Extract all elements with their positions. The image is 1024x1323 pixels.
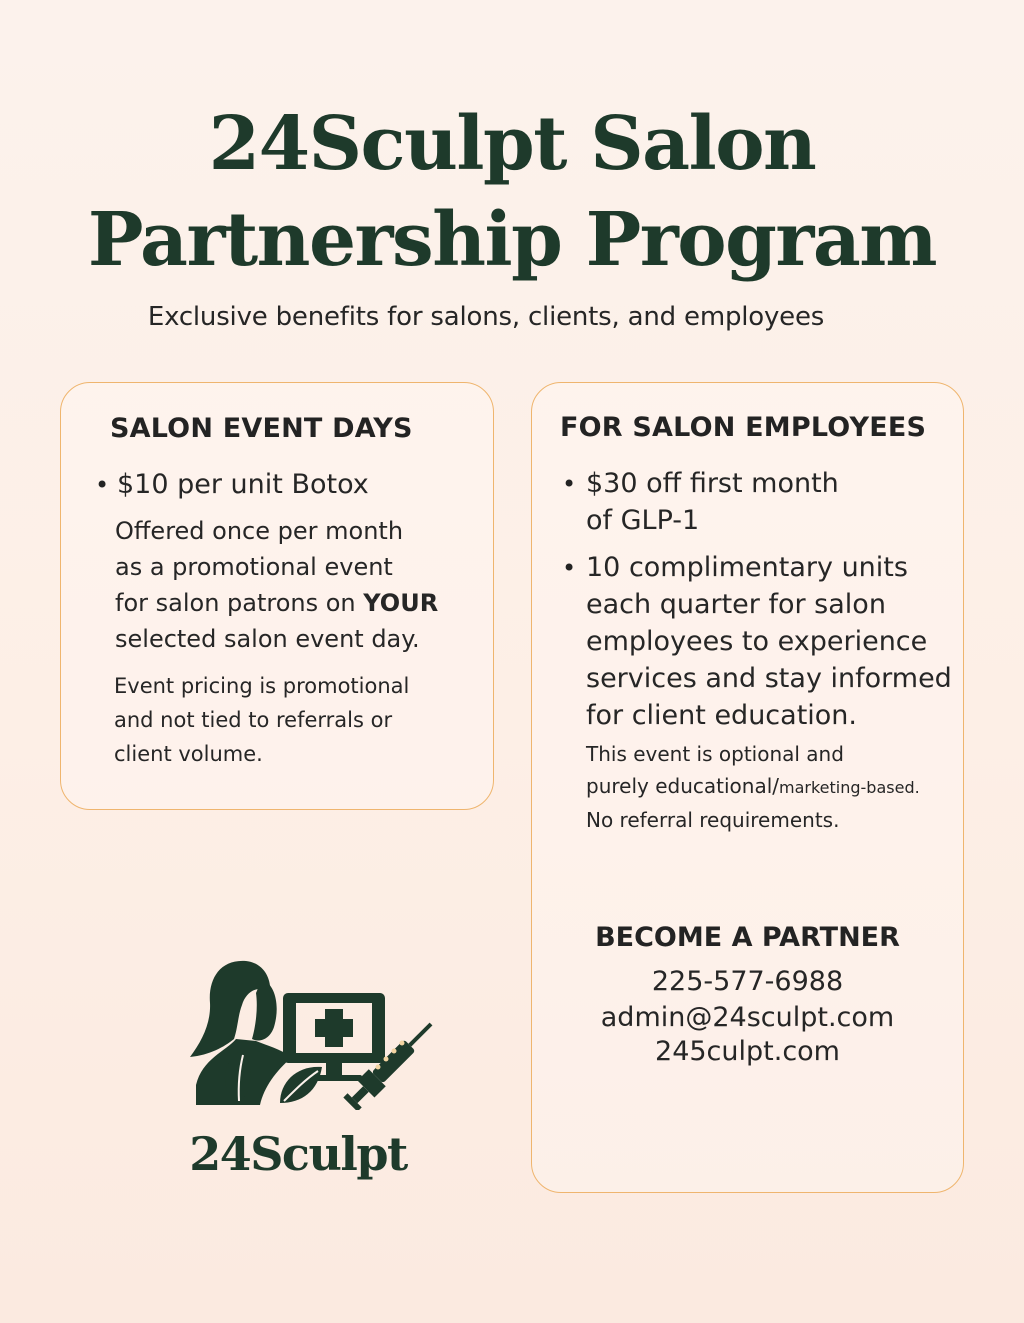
description-text: for salon patrons on (115, 589, 364, 617)
offer-line: for client education. (586, 700, 858, 731)
offer-line: each quarter for salon (586, 589, 886, 620)
description-line (115, 585, 438, 621)
salon-event-note (114, 669, 409, 771)
note-text: purely educational/ (586, 774, 779, 798)
note-line (586, 770, 920, 804)
offer-line: employees to experience (586, 626, 928, 657)
description-line: selected salon event day. (115, 625, 420, 653)
title-line-2: Partnership Program (87, 197, 937, 283)
description-emphasis: YOUR (363, 589, 439, 617)
title-line-1: 24Sculpt Salon (208, 101, 816, 187)
bullet-dot: • (95, 471, 110, 499)
note-line: No referral requirements. (586, 808, 840, 832)
bullet-dot: • (562, 554, 577, 582)
offer-line: 10 complimentary units (586, 552, 908, 583)
page-subtitle: Exclusive benefits for salons, clients, and employees (147, 302, 825, 332)
employees-note (586, 738, 920, 836)
partner-phone[interactable]: 225-577-6988 (651, 966, 844, 997)
description-line: Offered once per month (115, 517, 404, 545)
complimentary-units-offer (586, 549, 952, 734)
salon-employees-card (531, 382, 964, 1193)
note-text-small: marketing-based. (779, 778, 920, 797)
note-line: and not tied to referrals or (114, 708, 393, 732)
salon-event-description (115, 513, 438, 657)
botox-offer: $10 per unit Botox (117, 469, 369, 500)
page-title (0, 96, 1024, 288)
offer-line: of GLP-1 (586, 505, 700, 536)
note-line: Event pricing is promotional (114, 674, 410, 698)
bullet-dot: • (562, 470, 577, 498)
offer-line: services and stay informed (586, 663, 952, 694)
note-line: This event is optional and (586, 742, 844, 766)
become-partner-heading: BECOME A PARTNER (595, 922, 900, 953)
partner-website[interactable]: 245culpt.com (655, 1036, 840, 1067)
offer-line: $30 off first month (586, 468, 839, 499)
salon-employees-heading: FOR SALON EMPLOYEES (560, 412, 927, 443)
salon-event-days-heading: SALON EVENT DAYS (110, 413, 413, 444)
salon-event-days-card (60, 382, 494, 810)
note-line: client volume. (114, 742, 263, 766)
brand-logo-text: 24Sculpt (189, 1127, 407, 1181)
description-line: as a promotional event (115, 553, 393, 581)
woman-monitor-syringe-logo-icon (180, 955, 440, 1110)
partner-email[interactable]: admin@24sculpt.com (600, 1002, 895, 1033)
glp1-offer (586, 465, 839, 539)
